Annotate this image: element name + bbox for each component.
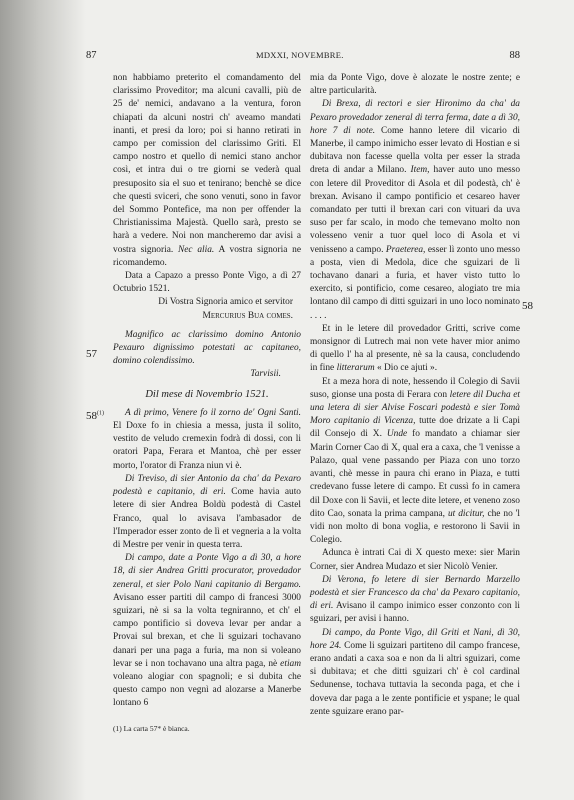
- right-column: [310, 72, 520, 719]
- text-paragraph: A dì primo, Venere fo il zorno de' Ogni Santi. El Doxe fo in chiesia a messa, justa il solito, vestito de veludo cremexin fodrà di dossi, con li oratori Papa, Ferara et Mantoa, chè per esser morto, l'orator di Franza niun vi è.: [113, 407, 301, 471]
- address-line: Magnifico ac clarissimo domino Antonio Pexauro dignissimo potestati ac capitaneo, domino colendissimo.: [113, 329, 301, 367]
- text-paragraph: Di campo, date a Ponte Vigo a dì 30, a hore 18, di sier Andrea Gritti procurator, provedador zeneral, et sier Polo Nani capitanio di Bergamo. Avisano esser partiti dil campo di francesi 3000 sguizari, nè si sa la volta tegniranno, et ch' el campo pontificio si doveva levar per andar a Provai sul brexan, et che li sguizari tochavano danari per una paga a furia, ma non si voleano levar se i non tochavano una altra paga, nè etiam voleano alogiar con spagnoli; e si dubita che questo campo non vegnì ad alozarse a Manerbe lontano 6: [113, 553, 302, 709]
- text-paragraph: Et a meza hora di note, hessendo il Colegio di Savii suso, gionse una posta di Ferara con letere dil Ducha et una letera di sier Alvise Foscari podestà e sier Tomà Moro capitanio di Vicenza, tutte doe drizate a li Capi dil Consejo di X. Unde fo mandato a chiamar sier Marin Corner Cao di X, qual era a caxa, che 'l venisse a Palazo, qual vene passando per Piaza con uno torzo avanti, chè messe in paura chi erano in Piaza, e tutti credevano fusse letere di campo. Et cussì fo in camera dil Doxe con li Savii, et lecte dite letere, et veneno zoso dito Cao, sonata la prima campana, ut dicitur, che no 'l vidi non molto di bona voglia, e restorono li Savii in Colegio.: [310, 376, 521, 546]
- place-line: Tarvisii.: [250, 369, 281, 380]
- left-page-number: 87: [86, 50, 97, 61]
- text-paragraph: Et in le letere dil provedador Gritti, scrive come monsignor di Lutrech mai non vete haver mior animo di quello l' ha al presente, nè sa la causa, concludendo in fine litterarum « Dio ce ajuti ».: [310, 323, 520, 374]
- text-paragraph: mia da Ponte Vigo, dove è alozate le nostre zente; e altre particularità.: [310, 73, 520, 97]
- text-paragraph: Di Brexa, di rectori e sier Hironimo da cha' da Pexaro provedador zeneral di terra ferma, date a dì 30, hore 7 di note. Come hanno letere dil vicario di Manerbe, il campo inimicho esser levato di Hostian e si dubitava non facesse quella volta per esser la strada dreta di andar a Milano. Item, haver auto uno messo con letere dil Proveditor di Asola et dil podestà, ch' è brexan. Avisano il campo pontificio et cesareo haver comandato per tutti il brexan cari con vituari da uva suso per far scalo, in modo che temevano molto non volesseno venir a tuor quel loco di Asola et vi venisseno a campo. Praeterea, esser lì zonto uno messo a posta, vien di Medola, dice che sguizari de lì tochavano danari a furia, et haver visto tutto lo exercito, si pontificio, come cesareo, alogiato tre mia lontano dil campo di ditti sguizari in uno loco nominato . . . .: [310, 99, 521, 321]
- binding-shadow: [0, 0, 86, 800]
- text-paragraph: Di Treviso, di sier Antonio da cha' da Pexaro podestà e capitanio, di eri. Come havia auto letere di sier Andrea Boldù podestà di Castel Franco, qual lo avisava l'ambasador de l'Imperador esser zonto de lì et vegneria a la volta di Mestre per venir in questa terra.: [113, 473, 301, 550]
- signature-line: Di Vostra Signoria amico et servitor: [158, 297, 293, 308]
- margin-number-58: 58$^{(1)}$: [86, 410, 104, 422]
- running-title: MDXXI, NOVEMBRE.: [256, 50, 344, 60]
- text-paragraph: Di Verona, fo letere di sier Bernardo Marzello podestà et sier Francesco da cha' da Pexaro capitanio, di eri. Avisano il campo inimico esser conzonto con li sguizari, per avisi i hanno.: [310, 574, 520, 625]
- left-column: [113, 72, 301, 711]
- section-heading: Dil mese di Novembrio 1521.: [145, 388, 269, 400]
- text-paragraph: Di campo, da Ponte Vigo, dil Griti et Nani, dì 30, hore 24. Come li sguizari partiteno dil campo francese, erano andati a caxa soa e non da li altri sguizari, come si dubitava; et che ditti sguizari ch' è col cardinal Sedunense, tochava tuttavia la seconda paga, et che i doveva dar paga a le zente pontificie et yspane; le qual zente sguizare erano par-: [310, 627, 520, 717]
- text-paragraph: Adunca è intrati Cai di X questo mexe: sier Marin Corner, sier Andrea Mudazo et sier Nicolò Venier.: [310, 548, 520, 572]
- margin-number-57: 57: [86, 348, 97, 360]
- right-page-number: 88: [509, 50, 520, 61]
- footnote: (1) La carta 57* è bianca.: [113, 724, 190, 733]
- page-header: [86, 50, 520, 64]
- text-paragraph: non habbiamo preterito el comandamento del clarissimo Proveditor; ma alcuni cavalli, più de 25 de' nemici, andavano a la ventura, foron chiapati da alcuni nostri ch' aveamo mandati inanti, et presi da loro; poi si hanno retirati in campo per comission del clarissimo Griti. El campo nostro et quello di nemici stano anchor così, et intra dui o tre giorni se vederà qual presuposito sia el suo et tenirano; benchè se dice che questi sviceri, che sono venuti, sono in favor del Sommo Pontefice, ma non per offender la Christianissima Majestà. Quello sarà, presto se harà a vedere. Noi non mancheremo dar avisi a vostra signoria. Nec alia. A vostra signoria ne ricomandemo.: [113, 73, 301, 268]
- signature-name: Mercurius Bua comes.: [202, 310, 293, 321]
- text-paragraph: Data a Capazo a presso Ponte Vigo, a dì 27 Octubrio 1521.: [113, 271, 301, 295]
- margin-number-58-right: 58: [522, 300, 533, 312]
